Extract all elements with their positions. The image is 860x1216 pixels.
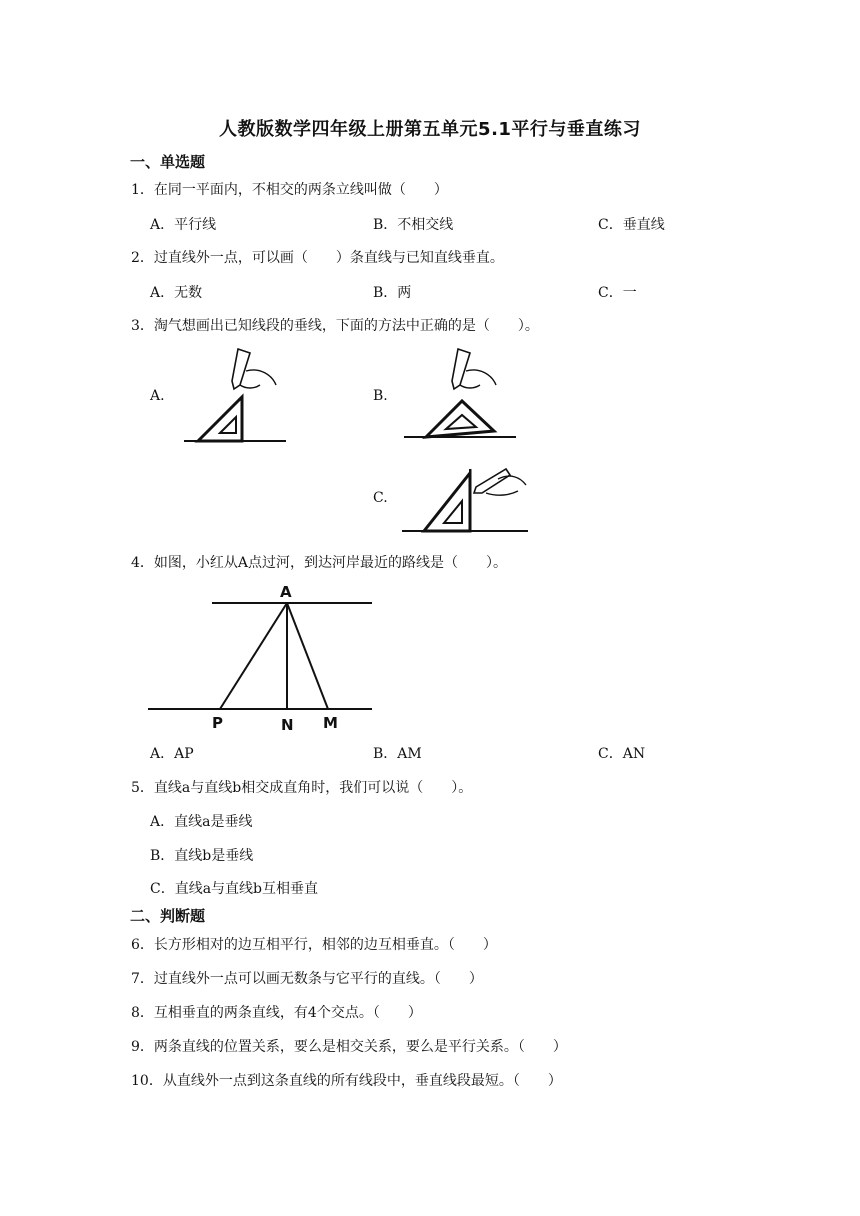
question-8: 8．互相垂直的两条直线，有4个交点。（ ）: [131, 1005, 422, 1021]
q4-option-b[interactable]: B．AM: [373, 746, 422, 762]
question-2: 2．过直线外一点，可以画（ ）条直线与已知直线垂直。: [131, 250, 504, 266]
q4-option-c[interactable]: C．AN: [598, 746, 646, 762]
question-7: 7．过直线外一点可以画无数条与它平行的直线。（ ）: [131, 971, 483, 987]
question-1: 1．在同一平面内，不相交的两条立线叫做（ ）: [131, 182, 448, 198]
question-6: 6．长方形相对的边互相平行，相邻的边互相垂直。（ ）: [131, 937, 497, 953]
section-heading-single-choice: 一、单选题: [130, 153, 206, 171]
triangle-ruler-figure-c: [398, 465, 533, 540]
q2-option-b[interactable]: B．两: [373, 285, 412, 301]
q1-option-c[interactable]: C．垂直线: [598, 217, 665, 233]
question-9: 9．两条直线的位置关系，要么是相交关系，要么是平行关系。（ ）: [131, 1039, 567, 1055]
q3-option-a[interactable]: A.: [150, 388, 165, 404]
q2-option-c[interactable]: C．一: [598, 285, 637, 301]
page-title: 人教版数学四年级上册第五单元5.1平行与垂直练习: [219, 119, 641, 140]
point-label-n: N: [281, 716, 294, 734]
q5-option-a[interactable]: A．直线a是垂线: [150, 814, 253, 830]
q2-option-a[interactable]: A．无数: [150, 285, 203, 301]
river-crossing-diagram: [148, 580, 378, 735]
question-3: 3．淘气想画出已知线段的垂线，下面的方法中正确的是（ ）。: [131, 318, 539, 334]
q5-option-c[interactable]: C．直线a与直线b互相垂直: [150, 881, 319, 897]
triangle-ruler-figure-a: [180, 345, 290, 445]
q4-option-a[interactable]: A．AP: [150, 746, 194, 762]
point-label-p: P: [212, 714, 223, 732]
q3-option-b[interactable]: B.: [373, 388, 388, 404]
question-10: 10．从直线外一点到这条直线的所有线段中，垂直线段最短。（ ）: [131, 1073, 562, 1089]
q1-option-a[interactable]: A．平行线: [150, 217, 217, 233]
section-heading-true-false: 二、判断题: [130, 907, 206, 925]
q3-option-c[interactable]: C.: [373, 490, 388, 506]
triangle-ruler-figure-b: [400, 345, 520, 445]
question-4: 4．如图，小红从A点过河，到达河岸最近的路线是（ ）。: [131, 555, 508, 571]
point-label-a: A: [280, 583, 292, 601]
q1-option-b[interactable]: B．不相交线: [373, 217, 454, 233]
point-label-m: M: [323, 714, 338, 732]
question-5: 5．直线a与直线b相交成直角时，我们可以说（ ）。: [131, 780, 473, 796]
q5-option-b[interactable]: B．直线b是垂线: [150, 848, 254, 864]
